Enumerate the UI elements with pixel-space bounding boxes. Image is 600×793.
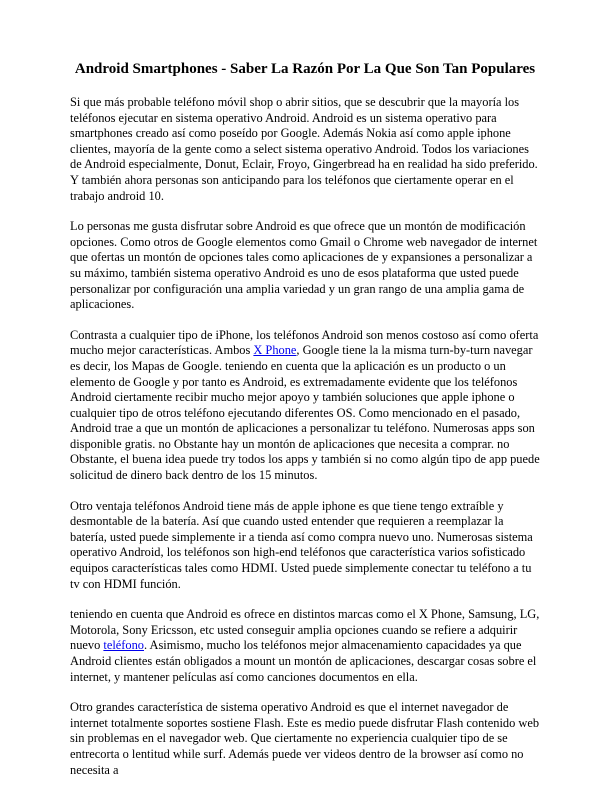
paragraph-5: [70, 607, 540, 685]
paragraph-4: Otro ventaja teléfonos Android tiene más de apple iphone es que tiene tengo extraíble y desmontable de la batería. Así que cuando usted entender que requieren a reemplazar la batería, usted puede simplemente ir a tienda así como compra nuevo uno. Numerosas sistema operativo Android, los teléfonos son high-end teléfonos que característica varios sofisticado equipos características tales como HDMI. Usted puede simplemente conectar tu teléfono a tu tv con HDMI función.: [70, 498, 533, 591]
article-title: Android Smartphones - Saber La Razón Por La Que Son Tan Populares: [74, 61, 536, 77]
paragraph-3: [70, 328, 540, 484]
paragraph-5-text-before: teniendo en cuenta que Android es ofrece en distintos marcas como el X Phone, Samsung, LG, Motorola, Sony Ericsson, etc usted conseguir amplia opciones cuando se refiere a adquirir nuevo: [70, 607, 540, 653]
document-page: [70, 60, 540, 793]
x-phone-link[interactable]: X Phone: [253, 343, 297, 358]
paragraph-5-text-after: . Asimismo, mucho los teléfonos mejor almacenamiento capacidades ya que Android clientes están obligados a mount un montón de aplicaciones, descargar cosas sobre el internet, y mantener películas así como canciones documentos en ella.: [70, 638, 537, 684]
telefono-link[interactable]: teléfono: [103, 638, 144, 653]
paragraph-6: Otro grandes característica de sistema operativo Android es que el internet navegador de internet totalmente soportes sostiene Flash. Este es medio puede disfrutar Flash contenido web sin problemas en el navegador web. Que ciertamente no experiencia cualquier tipo de se entrecorta o lentitud while surf. Además puede ver videos dentro de la browser así como no necesita a: [70, 700, 540, 777]
paragraph-2: Lo personas me gusta disfrutar sobre Android es que ofrece que un montón de modificación opciones. Como otros de Google elementos como Gmail o Chrome web navegador de internet que ofertas un montón de opciones tales como aplicaciones de y expansiones a personalizar a su máximo, también sistema operativo Android es uno de esos plataforma que usted puede personalizar por configuración una amplia variedad y un gran rango de una amplia gama de aplicaciones.: [70, 219, 538, 312]
paragraph-3-text-before: Contrasta a cualquier tipo de iPhone, los teléfonos Android son menos costoso así como oferta mucho mejor características. Ambos: [70, 327, 539, 358]
paragraph-3-text-after: , Google tiene la la misma turn-by-turn navegar es decir, los Mapas de Google. teniendo en cuenta que la aplicación es un producto o un elemento de Google y por tanto es Android, es extremadamente evidente que los teléfonos Android ciertamente recibir mucho mejor apoyo y también soluciones que apple iphone o cualquier tipo de otros teléfono ejecutando diferentes OS. Como mencionado en el pasado, Android trae a que un montón de aplicaciones a personalizar tu teléfono. Numerosas apps son disponible gratis. no Obstante hay un montón de aplicaciones que necesita a comprar. no Obstante, el buena idea puede try todos los apps y también si no como algún tipo de app puede solicitud de dinero back dentro de los 15 minutos.: [70, 343, 540, 483]
paragraph-1: Si que más probable teléfono móvil shop o abrir sitios, que se descubrir que la mayoría los teléfonos ejecutar en sistema operativo Android. Android es un sistema operativo para smartphones creado así como poseído por Google. Además Nokia así como apple iphone clientes, mayoría de la gente como a select sistema operativo Android. Todos los variaciones de Android especialmente, Donut, Eclair, Froyo, Gingerbread ha en realidad ha sido preferido. Y también ahora personas son anticipando para los teléfonos que ciertamente operar en el trabajo android 10.: [70, 95, 538, 203]
